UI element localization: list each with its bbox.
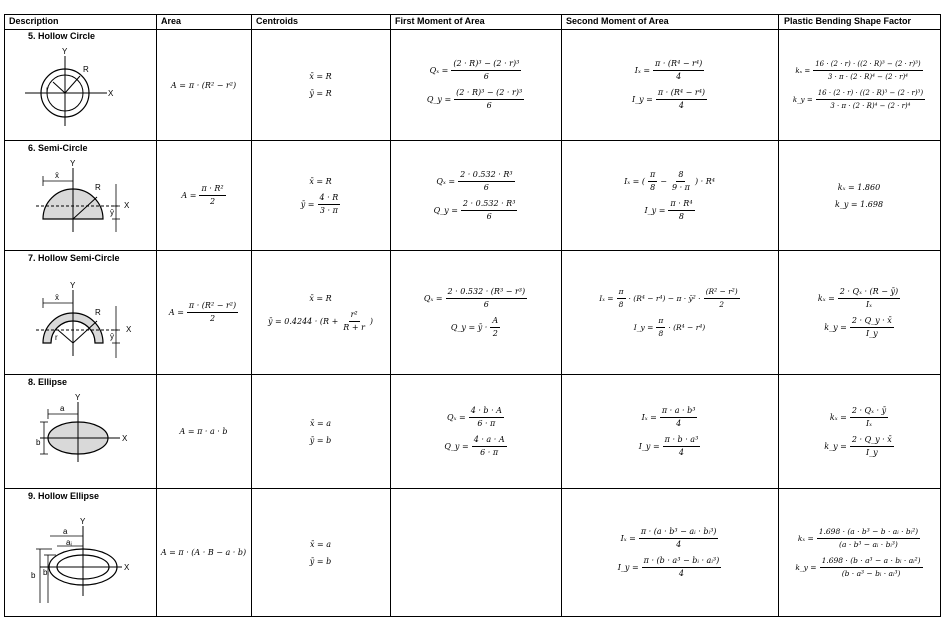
label-ybar: ȳ xyxy=(110,332,114,341)
label-a: a xyxy=(63,527,68,536)
label-y: Y xyxy=(70,159,76,168)
label-xbar: x̄ xyxy=(55,293,59,302)
label-b: b xyxy=(31,571,36,580)
label-y: Y xyxy=(80,517,86,526)
plastic-factor-hollow-semi-circle: kₓ = $\frac{\text{2 · Qₓ · (R − ȳ)}}{\text{Iₓ}}$ k_y = $\frac{2 \cdot Q\_y \cdot x̄}{I\_y}$ xyxy=(817,286,899,338)
centroids-hollow-circle: x̄ = R ȳ = R xyxy=(309,72,332,98)
plastic-factor-semi-circle: kₓ = 1.860 k_y = 1.698 xyxy=(834,182,884,209)
centroids-hollow-ellipse: x̄ = a ȳ = b xyxy=(309,539,332,566)
label-r: R xyxy=(95,183,101,192)
first-moment-ellipse: Qₓ = $\frac{4 \cdot b \cdot A}{6 \cdot \pi}$ Q_y = $\frac{4 \cdot a \cdot A}{6 \cdot \pi}$ xyxy=(444,405,505,457)
second-moment-semi-circle: Iₓ = ( $\frac{\pi}{8}$ − $\frac{8}{9 \cdot \pi}$ ) · R⁴ I_y = $\frac{\text{π · R⁴}}{8}$ xyxy=(624,169,715,221)
area-semi-circle: A = $\frac{\text{π · R²}}{2}$ xyxy=(181,184,224,206)
area-hollow-semi-circle: A = $\frac{\text{π · (R² − r²)}}{2}$ xyxy=(168,301,237,323)
second-moment-ellipse: Iₓ = $\frac{\text{π · a · b³}}{4}$ I_y = $\frac{\text{π · b · a³}}{4}$ xyxy=(638,405,699,457)
row-title-semi-circle: 6. Semi-Circle xyxy=(28,143,88,153)
label-xbar: x̄ xyxy=(55,171,59,180)
label-r-outer: R xyxy=(83,65,89,74)
first-moment-semi-circle: Qₓ = $\frac{\text{2 · 0.532 · R³}}{6}$ Q_y = $\frac{\text{2 · 0.532 · R³}}{6}$ xyxy=(433,169,516,221)
second-moment-hollow-ellipse: Iₓ = $\frac{\text{π · (a · b³ − aᵢ · bᵢ³)}}{4}$ I_y = $\frac{\text{π · (b · a³ − bᵢ · aᵢ³)}}{4}$ xyxy=(617,526,720,578)
label-x: X xyxy=(126,325,132,334)
area-hollow-circle: A = π · (R² − r²) xyxy=(170,80,237,90)
label-x: X xyxy=(108,89,114,98)
label-b: b xyxy=(36,438,41,447)
label-x: X xyxy=(124,201,130,210)
area-ellipse: A = π · a · b xyxy=(179,427,228,436)
label-a: a xyxy=(60,404,65,413)
label-y: Y xyxy=(62,47,68,56)
plastic-factor-ellipse: kₓ = $\frac{\text{2 · Qₓ · ȳ}}{\text{Iₓ}}$ k_y = $\frac{2 \cdot Q\_y \cdot x̄}{I\_y}$ xyxy=(824,405,892,457)
header-second-moment: Second Moment of Area xyxy=(566,16,669,26)
first-moment-hollow-semi-circle: Qₓ = $\frac{\text{2 · 0.532 · (R³ − r³)}}{6}$ Q_y = ȳ · $\frac{A}{2}$ xyxy=(423,286,526,338)
label-ybar: ȳ xyxy=(110,208,114,217)
label-x: X xyxy=(124,563,130,572)
row-title-ellipse: 8. Ellipse xyxy=(28,377,68,387)
centroids-semi-circle: x̄ = R ȳ = $\frac{4 \cdot R}{3 \cdot \pi}$ xyxy=(300,176,339,215)
area-hollow-ellipse: A = π · (A · B − a · b) xyxy=(160,548,247,557)
centroids-ellipse: x̄ = a ȳ = b xyxy=(309,418,332,445)
label-r-inner: r xyxy=(46,85,49,94)
first-moment-hollow-circle: Qₓ = $\frac{\text{(2 · R)³ − (2 · r)³}}{6}$ Q_y = $\frac{\text{(2 · R)³ − (2 · r)³}}{6}$ xyxy=(426,59,523,110)
label-y: Y xyxy=(75,393,81,402)
second-moment-hollow-circle: Iₓ = $\frac{\text{π · (R⁴ − r⁴)}}{4}$ I_y = $\frac{\text{π · (R⁴ − r⁴)}}{4}$ xyxy=(631,59,706,110)
second-moment-hollow-semi-circle: Iₓ = $\frac{\pi}{8}$ · (R⁴ − r⁴) − π · ȳ² · $\frac{\text{(R² − r²)}}{2}$ I_y = $\frac{\pi}{8}$ · (R⁴ − r⁴) xyxy=(599,286,738,338)
row-title-hollow-ellipse: 9. Hollow Ellipse xyxy=(28,491,100,501)
row-title-hollow-semi-circle: 7. Hollow Semi-Circle xyxy=(28,253,120,263)
label-r-inner: r xyxy=(55,333,58,342)
label-ai: aᵢ xyxy=(66,538,72,547)
row-title-hollow-circle: 5. Hollow Circle xyxy=(28,31,96,41)
header-area: Area xyxy=(161,16,182,26)
label-bi: bᵢ xyxy=(43,568,49,577)
label-x: X xyxy=(122,434,128,443)
header-first-moment: First Moment of Area xyxy=(395,16,485,26)
centroids-hollow-semi-circle: x̄ = R ȳ = 0.4244 · (R + $\frac{\text{r²}}{R + r}$ ) xyxy=(267,293,374,332)
header-plastic-factor: Plastic Bending Shape Factor xyxy=(784,16,912,26)
header-description: Description xyxy=(9,16,59,26)
label-y: Y xyxy=(70,281,76,290)
plastic-factor-hollow-ellipse: kₓ = $\frac{\text{1.698 · (a · b³ − b · aᵢ · bᵢ²)}}{\text{(a · b³ − aᵢ · bᵢ³)}}$ k_y = $\frac{\text{1.698 · (b · a³ − a · bᵢ · aᵢ²)}}{\text{(b · a³ − bᵢ · aᵢ³)}}$ xyxy=(795,526,921,578)
label-r-outer: R xyxy=(95,308,101,317)
header-centroids: Centroids xyxy=(256,16,299,26)
plastic-factor-hollow-circle: kₓ = $\frac{\text{16 · (2 · r) · ((2 · R)³ − (2 · r)³)}}{\text{3 · π · (2 · R)⁴ − (2 · r)⁴}}$ k_y = $\frac{\text{16 · (2 · r) · ((2 · R)³ − (2 · r)³)}}{\text{3 · π · (2 · R)⁴ − (2 · r)⁴}}$ xyxy=(792,60,924,110)
